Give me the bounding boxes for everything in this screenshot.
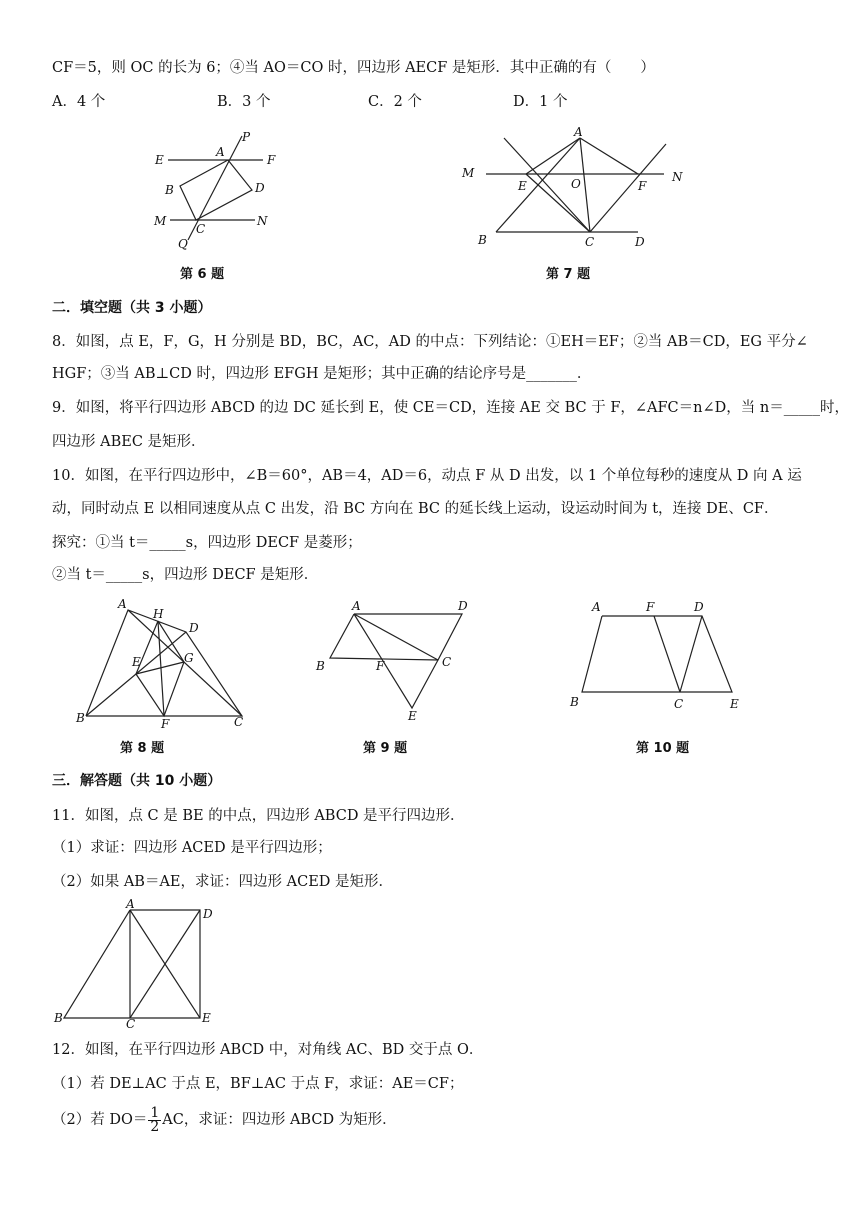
- label-B: B: [478, 233, 487, 247]
- figure-6: [150, 128, 280, 252]
- q8-line1: 8．如图，点 E，F，G，H 分别是 BD，BC，AC，AD 的中点：下列结论：①EH＝EF；②当 AB＝CD，EG 平分∠: [52, 334, 808, 350]
- label-M: M: [154, 214, 167, 228]
- fraction-denominator: 2: [150, 1118, 160, 1135]
- label-A: A: [592, 600, 601, 614]
- fraction-numerator: 1: [150, 1104, 160, 1121]
- q12-part1: （1）若 DE⊥AC 于点 E，BF⊥AC 于点 F，求证：AE＝CF；: [52, 1076, 464, 1092]
- label-E: E: [155, 153, 164, 167]
- caption-fig10: 第 10 题: [636, 741, 690, 756]
- q11-line1: 11．如图，点 C 是 BE 的中点，四边形 ABCD 是平行四边形．: [52, 808, 465, 824]
- figure-7: [458, 124, 694, 254]
- label-E: E: [132, 655, 141, 669]
- label-C: C: [234, 715, 244, 729]
- q10-line4: ②当 t＝_____s，四边形 DECF 是矩形．: [52, 567, 319, 583]
- figure-11: [52, 898, 222, 1032]
- q12-part2-suffix: AC，求证：四边形 ABCD 为矩形．: [162, 1112, 397, 1128]
- label-B: B: [165, 183, 174, 197]
- q10-line3: 探究：①当 t＝_____s，四边形 DECF 是菱形；: [52, 535, 362, 551]
- label-C: C: [196, 222, 206, 236]
- q10-line1: 10．如图，在平行四边形中，∠B＝60°，AB＝4，AD＝6，动点 F 从 D 出发，以 1 个单位每秒的速度从 D 向 A 运: [52, 468, 802, 484]
- section-3-heading: 三．解答题（共 10 小题）: [52, 773, 222, 789]
- label-O: O: [571, 177, 581, 191]
- label-B: B: [76, 711, 85, 725]
- fraction-one-half: [148, 1104, 161, 1135]
- label-P: P: [242, 130, 251, 144]
- label-D: D: [458, 599, 468, 613]
- q9-line2: 四边形 ABEC 是矩形．: [52, 434, 206, 450]
- label-A: A: [352, 599, 361, 613]
- label-A: A: [216, 145, 225, 159]
- q10-line2: 动，同时动点 E 以相同速度从点 C 出发，沿 BC 方向在 BC 的延长线上运动，设运动时间为 t，连接 DE、CF．: [52, 501, 779, 517]
- q12-part2: [52, 1106, 820, 1134]
- label-E: E: [202, 1011, 211, 1025]
- q11-part1: （1）求证：四边形 ACED 是平行四边形；: [52, 840, 332, 856]
- option-c: C．2 个: [368, 94, 422, 110]
- caption-fig9: 第 9 题: [363, 741, 408, 756]
- label-Q: Q: [178, 237, 188, 251]
- option-b: B．3 个: [217, 94, 271, 110]
- label-C: C: [442, 655, 452, 669]
- label-C: C: [585, 235, 595, 249]
- label-A: A: [574, 125, 583, 139]
- label-H: H: [153, 607, 164, 621]
- label-F: F: [376, 659, 385, 673]
- q11-part2: （2）如果 AB＝AE，求证：四边形 ACED 是矩形．: [52, 874, 394, 890]
- figure-10: [564, 596, 750, 716]
- label-N: N: [672, 170, 683, 184]
- option-a: A．4 个: [52, 94, 106, 110]
- label-F: F: [638, 179, 647, 193]
- option-d: D．1 个: [513, 94, 568, 110]
- label-B: B: [316, 659, 325, 673]
- label-D: D: [694, 600, 704, 614]
- label-C: C: [674, 697, 684, 711]
- label-A: A: [126, 898, 135, 911]
- label-F: F: [161, 717, 170, 731]
- figure-9: [312, 596, 474, 722]
- label-B: B: [54, 1011, 63, 1025]
- label-E: E: [518, 179, 527, 193]
- label-F: F: [267, 153, 276, 167]
- q12-line1: 12．如图，在平行四边形 ABCD 中，对角线 AC、BD 交于点 O．: [52, 1042, 484, 1058]
- label-F: F: [646, 600, 655, 614]
- label-M: M: [462, 166, 475, 180]
- figure-8: [72, 596, 254, 732]
- section-2-heading: 二．填空题（共 3 小题）: [52, 300, 212, 316]
- q12-part2-prefix: （2）若 DO＝: [52, 1112, 148, 1128]
- q7-continuation: CF＝5，则 OC 的长为 6；④当 AO＝CO 时，四边形 AECF 是矩形．其中正确的有（ ）: [52, 60, 655, 76]
- label-A: A: [118, 597, 127, 611]
- q9-line1: 9．如图，将平行四边形 ABCD 的边 DC 延长到 E，使 CE＝CD，连接 AE 交 BC 于 F，∠AFC＝n∠D，当 n＝_____时，: [52, 400, 849, 416]
- caption-fig7: 第 7 题: [546, 267, 591, 282]
- label-N: N: [257, 214, 268, 228]
- label-C: C: [126, 1017, 136, 1031]
- label-G: G: [184, 651, 194, 665]
- label-D: D: [189, 621, 199, 635]
- label-E: E: [730, 697, 739, 711]
- q8-line2: HGF；③当 AB⊥CD 时，四边形 EFGH 是矩形；其中正确的结论序号是_______．: [52, 366, 592, 382]
- label-B: B: [570, 695, 579, 709]
- caption-fig8: 第 8 题: [120, 741, 165, 756]
- label-E: E: [408, 709, 417, 722]
- label-D: D: [203, 907, 213, 921]
- label-D: D: [635, 235, 645, 249]
- caption-fig6: 第 6 题: [180, 267, 225, 282]
- label-D: D: [255, 181, 265, 195]
